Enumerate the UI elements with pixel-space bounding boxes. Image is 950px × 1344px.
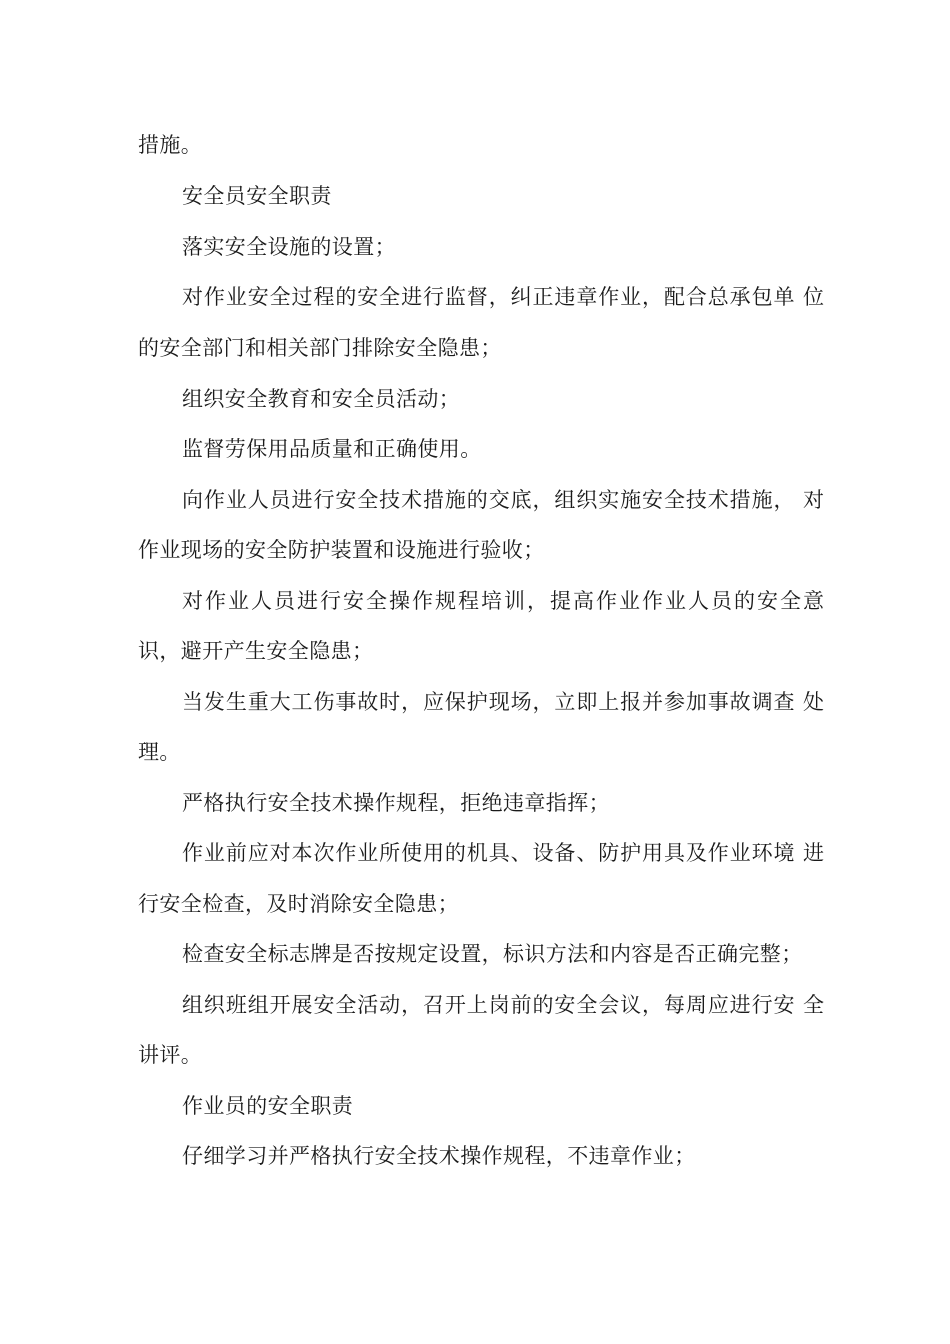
text-line: 作业前应对本次作业所使用的机具、设备、防护用具及作业环境 进 [182, 841, 824, 865]
text-line: 行安全检查，及时消除安全隐患； [138, 892, 459, 916]
text-line: 严格执行安全技术操作规程，拒绝违章指挥； [182, 791, 610, 815]
text-line: 讲评。 [138, 1043, 203, 1067]
text-line: 作业现场的安全防护装置和设施进行验收； [138, 538, 545, 562]
text-line: 当发生重大工伤事故时，应保护现场，立即上报并参加事故调查 处 [182, 690, 824, 714]
text-line: 检查安全标志牌是否按规定设置，标识方法和内容是否正确完整； [182, 942, 803, 966]
text-line: 组织班组开展安全活动，召开上岗前的安全会议，每周应进行安 全 [182, 993, 824, 1017]
text-line: 的安全部门和相关部门排除安全隐患； [138, 336, 502, 360]
section-heading: 作业员的安全职责 [182, 1094, 354, 1118]
text-line: 组织安全教育和安全员活动； [182, 387, 461, 411]
text-line: 对作业安全过程的安全进行监督，纠正违章作业，配合总承包单 位 [182, 285, 824, 309]
text-line: 措施。 [138, 133, 203, 157]
text-line: 监督劳保用品质量和正确使用。 [182, 437, 482, 461]
text-line: 仔细学习并严格执行安全技术操作规程，不违章作业； [182, 1144, 696, 1168]
section-heading: 安全员安全职责 [182, 184, 332, 208]
text-line: 理。 [138, 740, 181, 764]
text-line: 对作业人员进行安全操作规程培训，提高作业作业人员的安全意 [182, 589, 824, 613]
text-line: 落实安全设施的设置； [182, 235, 396, 259]
text-line: 识，避开产生安全隐患； [138, 639, 374, 663]
text-line: 向作业人员进行安全技术措施的交底，组织实施安全技术措施， 对 [182, 488, 824, 512]
